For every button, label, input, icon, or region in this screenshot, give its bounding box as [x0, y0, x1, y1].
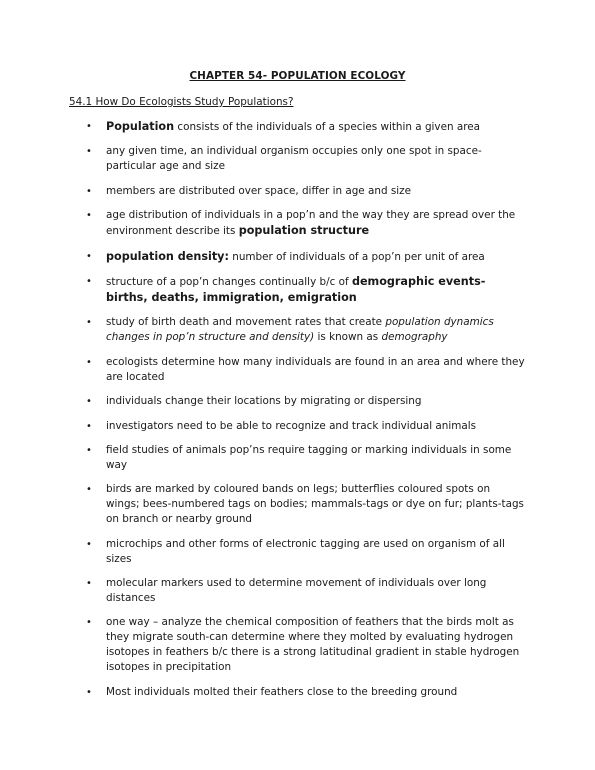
bullet-item [0, 576, 595, 606]
bold-term: Population [106, 120, 175, 133]
bullet-item [0, 443, 595, 473]
bullet-text: investigators need to be able to recognize and track individual animals [106, 419, 477, 432]
bullet-item [0, 355, 595, 385]
bullet-marker: • [86, 250, 92, 262]
bullet-text: study of birth death and movement rates that create [106, 316, 386, 329]
italic-text: demography [381, 331, 448, 344]
bullet-marker: • [86, 538, 92, 550]
bullet-marker: • [86, 275, 92, 287]
bullet-item [0, 394, 595, 409]
bullet-item [0, 249, 595, 265]
bullet-item [0, 685, 595, 700]
bullet-text: microchips and other forms of electronic tagging are used on organism of all sizes [106, 537, 505, 565]
bullet-item [0, 482, 595, 527]
bullet-text: birds are marked by coloured bands on legs; butterflies coloured spots on wings; bees-numbered tags on bodies; mammals-tags or dye on fur; plants-tags on branch or nearby ground [106, 483, 524, 526]
bullet-marker: • [86, 317, 92, 329]
bullet-marker: • [86, 444, 92, 456]
bullet-marker: • [86, 420, 92, 432]
bullet-list [0, 119, 595, 709]
bullet-marker: • [86, 146, 92, 158]
section-heading: 54.1 How Do Ecologists Study Populations? [69, 96, 294, 108]
bold-term: population density: [106, 249, 229, 263]
bullet-text: molecular markers used to determine movement of individuals over long distances [106, 577, 487, 605]
bold-term: demographic events- births, deaths, immigration, emigration [106, 274, 486, 304]
bullet-text: is known as [314, 331, 382, 344]
bullet-item [0, 208, 595, 239]
bullet-text: ecologists determine how many individuals are found in an area and where they are located [106, 355, 525, 383]
bullet-text: members are distributed over space, differ in age and size [106, 184, 411, 197]
bullet-marker: • [86, 121, 92, 132]
bullet-text: age distribution of individuals in a pop’n and the way they are spread over the environment describe its [106, 209, 516, 238]
bullet-item [0, 419, 595, 434]
bullet-marker: • [86, 356, 92, 368]
bullet-item [0, 537, 595, 567]
bullet-item [0, 144, 595, 174]
bullet-marker: • [86, 185, 92, 197]
bullet-text: any given time, an individual organism occupies only one spot in space-particular age and size [106, 145, 482, 173]
bullet-item [0, 315, 595, 345]
bullet-text: consists of the individuals of a species within a given area [174, 121, 481, 133]
bullet-text: individuals change their locations by migrating or dispersing [106, 395, 422, 408]
bullet-text: Most individuals molted their feathers close to the breeding ground [106, 685, 458, 698]
bullet-item [0, 615, 595, 675]
bullet-item [0, 119, 595, 135]
bullet-marker: • [86, 617, 92, 629]
bullet-marker: • [86, 396, 92, 408]
bullet-text: number of individuals of a pop’n per unit of area [228, 250, 485, 263]
bullet-marker: • [86, 484, 92, 496]
italic-text: population dynamics changes in pop’n structure and density) [106, 316, 494, 344]
bullet-marker: • [86, 578, 92, 590]
bullet-item [0, 184, 595, 199]
bullet-marker: • [86, 686, 92, 698]
bullet-marker: • [86, 210, 92, 222]
bullet-item [0, 274, 595, 306]
bullet-text: field studies of animals pop’ns require tagging or marking individuals in some way [106, 443, 512, 471]
bold-term: population structure [238, 224, 370, 238]
bullet-text: structure of a pop’n changes continually b/c of [106, 275, 352, 288]
chapter-title: CHAPTER 54- POPULATION ECOLOGY [189, 70, 406, 82]
bullet-text: one way – analyze the chemical composition of feathers that the birds molt as they migrate south-can determine where they molted by evaluating hydrogen isotopes in feathers b/c there is a strong latitudinal gradient in stable hydrogen isotopes in precipitation [106, 616, 520, 674]
